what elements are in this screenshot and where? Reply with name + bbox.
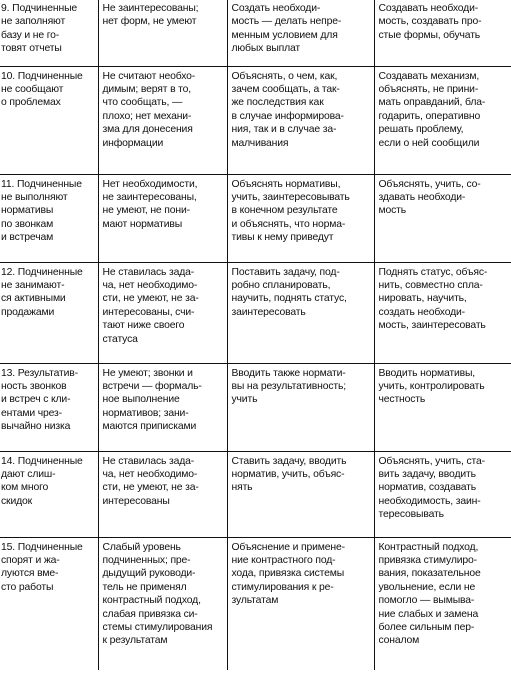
cause-cell: Не заинтересованы; нет форм, не умеют: [98, 0, 227, 66]
row-number: 10.: [1, 70, 15, 82]
cause-cell: Не ставилась зада- ча, нет необходимо- сти, не умеют, не за- интересованы, счи- тают ниже своего статуса: [98, 262, 227, 363]
short-term-cell: Вводить также нормати- вы на результативность; учить: [227, 363, 374, 451]
table-row: [0, 66, 511, 174]
cause-cell: Не ставилась зада- ча, нет необходимо- сти, не умеют, не за- интересованы: [98, 451, 227, 537]
problem-text: Подчиненные спорят и жа- луются вме- сто работы: [1, 541, 83, 593]
problem-text: Подчиненные дают слиш- ком много скидок: [1, 455, 83, 507]
short-term-cell: Объяснение и примене- ние контрастного под- хода, привязка системы стимулирования к ре- зультатам: [227, 537, 374, 670]
short-term-cell: Создать необходи- мость — делать непре- менным условием для любых выплат: [227, 0, 374, 66]
problem-text: Подчиненные не сообщают о проблемах: [1, 70, 83, 109]
cause-cell: Не умеют; звонки и встречи — формаль- ное выполнение нормативов; зани- маются приписками: [98, 363, 227, 451]
row-number: 9.: [1, 3, 10, 14]
table-row: [0, 0, 511, 66]
problem-cell: [0, 66, 98, 174]
long-term-cell: Контрастный подход, привязка стимулиро- вания, показательное увольнение, если не помогло — вымыва- ние слабых и замена более сильным пер- соналом: [374, 537, 511, 670]
table-row: [0, 262, 511, 363]
cause-cell: Не считают необхо- димым; верят в то, что сообщать, — плохо; нет механи- зма для донесения информации: [98, 66, 227, 174]
short-term-cell: Ставить задачу, вводить норматив, учить, объяс- нять: [227, 451, 374, 537]
problem-text: Подчиненные не занимают- ся активными продажами: [1, 266, 83, 318]
problem-text: Подчиненные не выполняют нормативы по звонкам и встречам: [1, 178, 82, 244]
row-number: 12.: [1, 266, 15, 278]
short-term-cell: Объяснять нормативы, учить, заинтересовывать в конечном результате и объяснять, что норма- тивы к нему приведут: [227, 174, 374, 262]
row-number: 14.: [1, 455, 15, 467]
problem-cell: [0, 262, 98, 363]
long-term-cell: Объяснять, учить, ста- вить задачу, вводить норматив, создавать необходимость, заин- тересовывать: [374, 451, 511, 537]
cause-cell: Нет необходимости, не заинтересованы, не умеют, не пони- мают нормативы: [98, 174, 227, 262]
long-term-cell: Вводить нормативы, учить, контролировать честность: [374, 363, 511, 451]
row-number: 11.: [1, 178, 15, 190]
table-row: [0, 174, 511, 262]
problem-cell: [0, 451, 98, 537]
short-term-cell: Объяснять, о чем, как, зачем сообщать, а так- же последствия как в случае информирова- ния, так и в случае за- малчивания: [227, 66, 374, 174]
table-row: [0, 537, 511, 670]
table-row: [0, 451, 511, 537]
problem-text: Подчиненные не заполняют базу и не го- товят отчеты: [1, 3, 78, 55]
long-term-cell: Создавать механизм, объяснять, не прини- мать оправданий, бла- годарить, оперативно решать проблему, если о ней сообщили: [374, 66, 511, 174]
problem-text: Результатив- ность звонков и встреч с кли- ентами чрез- вычайно низка: [1, 367, 78, 433]
long-term-cell: Создавать необходи- мость, создавать про- стые формы, обучать: [374, 0, 511, 66]
row-number: 13.: [1, 367, 15, 379]
cause-cell: Слабый уровень подчиненных; пре- дыдущий руководи- тель не применял контрастный подход, слабая привязка си- стемы стимулирования к результатам: [98, 537, 227, 670]
table-row: [0, 363, 511, 451]
problem-cell: [0, 537, 98, 670]
short-term-cell: Поставить задачу, под- робно спланировать, научить, поднять статус, заинтересовать: [227, 262, 374, 363]
long-term-cell: Объяснять, учить, со- здавать необходи- мость: [374, 174, 511, 262]
row-number: 15.: [1, 541, 15, 553]
problem-cell: [0, 174, 98, 262]
problem-cell: [0, 363, 98, 451]
problem-cell: [0, 0, 98, 66]
long-term-cell: Поднять статус, объяс- нить, совместно спла- нировать, научить, создать необходи- мость, заинтересовать: [374, 262, 511, 363]
